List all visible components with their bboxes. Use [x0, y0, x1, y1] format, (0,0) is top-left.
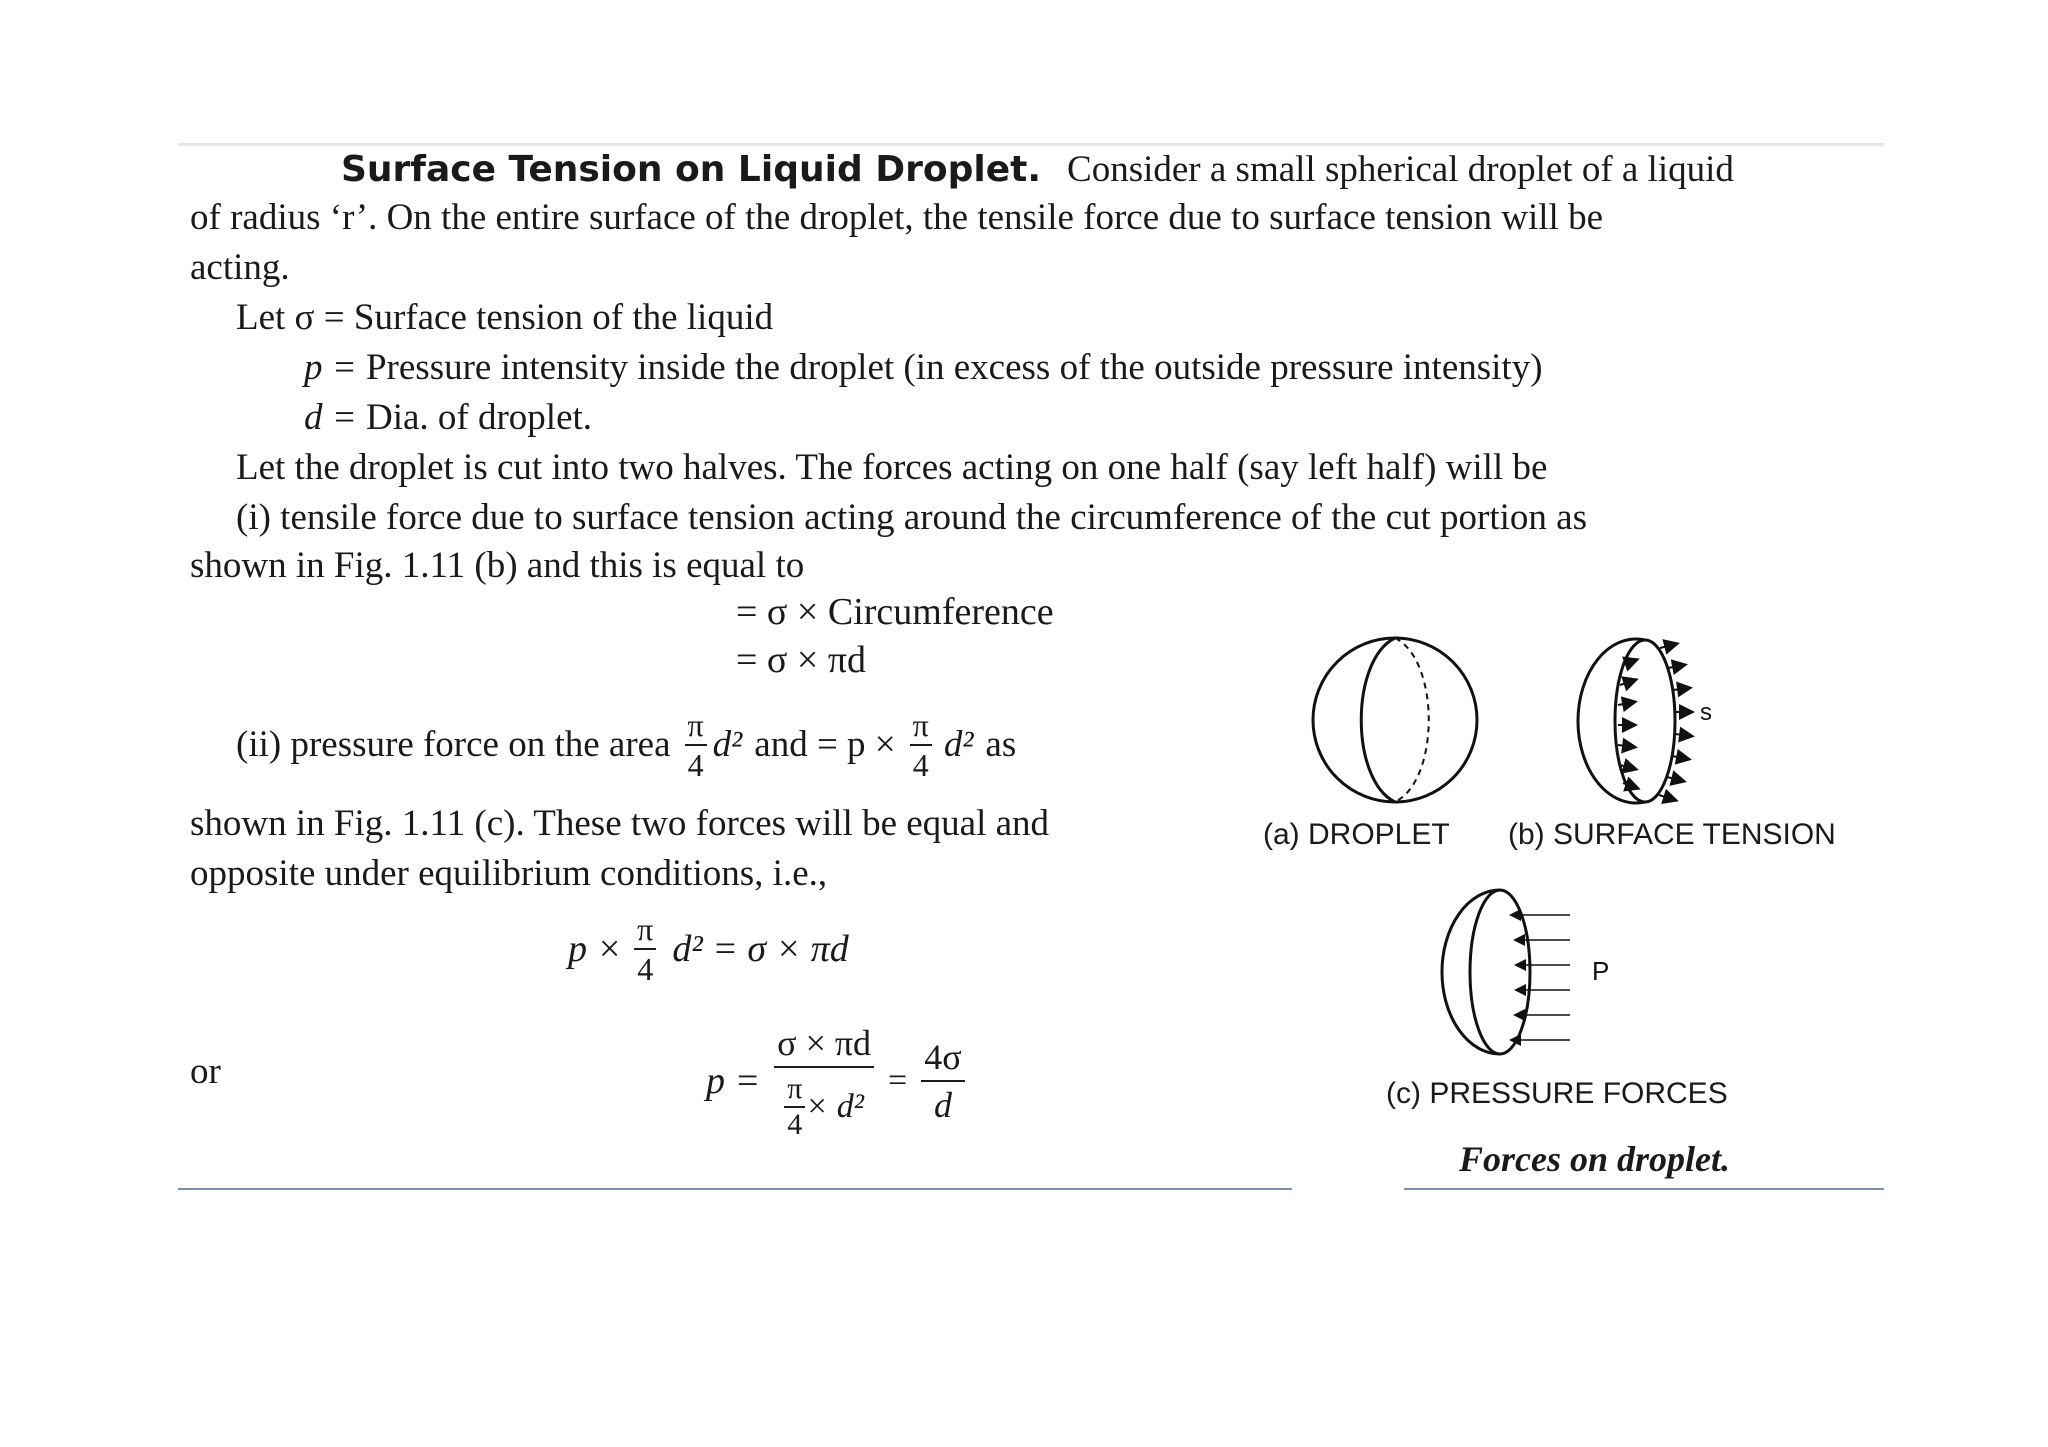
fraction-denominator: 4	[637, 951, 654, 987]
heading-line	[341, 145, 1734, 195]
item-ii-line-1	[236, 706, 1016, 784]
inner-fraction	[784, 1072, 805, 1142]
and-equals-p-times: and = p ×	[754, 724, 896, 765]
def-sigma-text: Surface tension of the liquid	[353, 297, 774, 338]
def-sigma-label: Let σ =	[236, 297, 345, 338]
pressure-equation	[706, 1020, 971, 1142]
bottom-rule-left	[178, 1188, 1292, 1190]
main-denominator	[784, 1068, 864, 1142]
caption-surface-tension: (b) SURFACE TENSION	[1508, 818, 1836, 851]
d-squared-second: d²	[943, 724, 974, 765]
as-word: as	[985, 724, 1017, 765]
section-lead: Consider a small spherical droplet of a liquid	[1067, 149, 1734, 190]
label-s: s	[1700, 699, 1712, 726]
figure-title: Forces on droplet.	[1459, 1139, 1731, 1179]
fraction-numerator: π	[912, 707, 929, 743]
intro-line-2: of radius ‘r’. On the entire surface of the droplet, the tensile force due to surface tension will be	[190, 197, 1604, 238]
fraction-denominator: 4	[687, 747, 704, 783]
equals-sign: =	[888, 1062, 908, 1099]
p-equals: p =	[706, 1060, 761, 1102]
item-i-line-2: shown in Fig. 1.11 (b) and this is equal to	[190, 545, 805, 586]
balance-right: d² = σ × πd	[672, 928, 849, 970]
pressure-forces-icon	[1442, 890, 1609, 1054]
d-squared: d²	[712, 724, 743, 765]
bottom-rule-right	[1404, 1188, 1884, 1190]
balance-equation	[568, 910, 849, 988]
item-ii-line-3: opposite under equilibrium conditions, i.e.,	[190, 853, 828, 894]
def-d	[304, 393, 592, 443]
def-sigma	[236, 293, 773, 343]
den-suffix: × d²	[805, 1088, 864, 1125]
intro-line-3: acting.	[190, 247, 290, 288]
fraction-denominator: 4	[787, 1108, 803, 1141]
equation-circumference: = σ × Circumference	[736, 591, 1054, 633]
fraction-pi-over-4	[685, 706, 707, 784]
caption-pressure-forces: (c) PRESSURE FORCES	[1386, 1077, 1728, 1110]
surface-tension-icon	[1578, 639, 1712, 803]
fraction-pi-over-4-second	[910, 706, 932, 784]
fraction-numerator: π	[687, 707, 704, 743]
caption-droplet: (a) DROPLET	[1263, 818, 1450, 851]
result-denominator: d	[933, 1085, 952, 1125]
item-i-line-1: (i) tensile force due to surface tension acting around the circumference of the cut portion as	[236, 497, 1587, 538]
fraction-numerator: π	[787, 1072, 803, 1105]
balance-left: p ×	[568, 928, 623, 970]
def-p	[304, 343, 1543, 393]
def-d-label: d =	[304, 397, 357, 438]
droplet-sphere-icon	[1313, 638, 1477, 802]
item-ii-line-2: shown in Fig. 1.11 (c). These two forces will be equal and	[190, 803, 1050, 844]
result-fraction	[921, 1034, 964, 1128]
balance-fraction	[634, 910, 656, 988]
main-numerator: σ × πd	[777, 1023, 872, 1063]
para-cut: Let the droplet is cut into two halves. The forces acting on one half (say left half) will be	[236, 447, 1548, 488]
def-p-label: p =	[304, 347, 357, 388]
main-fraction	[774, 1020, 874, 1142]
item-ii-prefix: (ii) pressure force on the area	[236, 724, 671, 765]
def-p-text: Pressure intensity inside the droplet (in excess of the outside pressure intensity)	[365, 347, 1543, 388]
fraction-denominator: 4	[912, 747, 929, 783]
def-d-text: Dia. of droplet.	[365, 397, 593, 438]
section-title: Surface Tension on Liquid Droplet.	[341, 149, 1042, 190]
equation-sigma-pi-d: = σ × πd	[736, 639, 867, 681]
or-label: or	[190, 1051, 221, 1092]
fraction-numerator: π	[637, 911, 654, 947]
label-p: P	[1592, 956, 1610, 986]
result-numerator: 4σ	[924, 1037, 962, 1077]
